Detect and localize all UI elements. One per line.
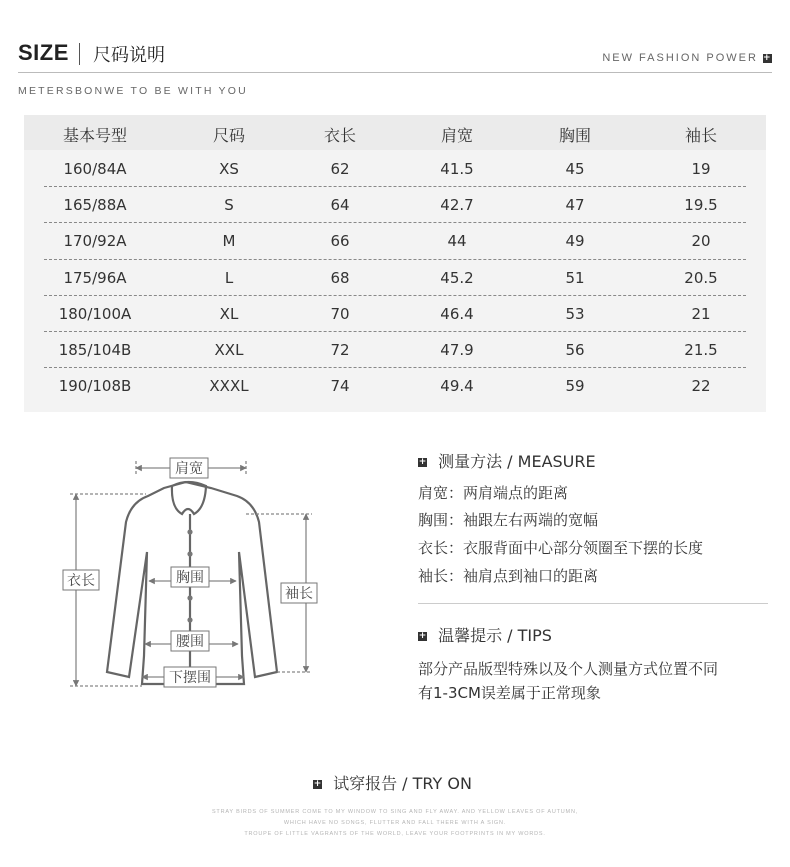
plus-square-icon: + (418, 631, 427, 641)
size-chart-title: 尺码说明 (93, 45, 165, 66)
table-cell: 42.7 (440, 196, 474, 215)
length-label-group (63, 570, 99, 590)
length-label: 衣长 (67, 573, 95, 589)
brand-subtitle: METERSBONWE TO BE WITH YOU (18, 85, 248, 97)
brand-tagline (602, 52, 772, 64)
table-cell: 49.4 (440, 377, 474, 396)
table-cell: 56 (565, 341, 585, 359)
table-cell: 66 (330, 232, 350, 251)
shirt-measurement-diagram (60, 450, 330, 695)
table-cell: 21 (691, 304, 711, 323)
tips-heading-text: 温馨提示 / TIPS (438, 626, 552, 645)
brand-tagline-text: NEW FASHION POWER (602, 52, 758, 64)
table-cell: 19 (691, 160, 711, 178)
table-cell: XXL (214, 341, 244, 359)
column-header: 基本号型 (62, 126, 127, 145)
title-separator (79, 43, 80, 65)
measure-sleeve-line: 袖长：袖肩点到袖口的距离 (418, 567, 599, 585)
row-divider (44, 222, 746, 223)
tips-heading (418, 623, 552, 646)
table-cell: 59 (565, 377, 585, 396)
footer-line-2: WHICH HAVE NO SONGS, FLUTTER AND FALL THERE WITH A SIGN. (283, 820, 507, 826)
measure-heading-text: 测量方法 / MEASURE (438, 452, 596, 471)
shoulder-label-group (170, 458, 208, 478)
chest-label: 胸围 (176, 570, 204, 586)
table-cell: 51 (565, 268, 585, 287)
table-cell: 44 (447, 232, 467, 251)
measure-length-line: 衣长：衣服背面中心部分领圈至下摆的长度 (418, 539, 704, 557)
table-cell: 22 (691, 377, 711, 396)
table-cell: XXXL (209, 377, 249, 396)
table-cell: 21.5 (684, 341, 718, 359)
table-cell: S (224, 196, 234, 215)
column-header: 衣长 (323, 126, 356, 145)
size-heading: SIZE (18, 40, 69, 65)
plus-square-icon: + (313, 779, 322, 789)
footer-line-1: STRAY BIRDS OF SUMMER COME TO MY WINDOW TO SING AND FLY AWAY. AND YELLOW LEAVES OF AUTUMN, (211, 809, 579, 815)
table-cell: 170/92A (63, 232, 127, 251)
header-divider (18, 72, 772, 73)
footer-line-3: TROUPE OF LITTLE VAGRANTS OF THE WORLD, LEAVE YOUR FOOTPRINTS IN MY WORDS. (244, 831, 546, 837)
table-cell: 68 (330, 268, 350, 287)
table-cell: 19.5 (684, 196, 718, 215)
table-cell: XS (219, 160, 239, 178)
tips-line-1: 部分产品版型特殊以及个人测量方式位置不同 (418, 660, 719, 678)
table-cell: 45.2 (440, 268, 474, 287)
table-cell: 165/88A (63, 196, 127, 215)
sleeve-label-group (281, 583, 317, 603)
table-cell: 62 (330, 160, 350, 178)
row-divider (44, 331, 746, 332)
column-header: 尺码 (212, 126, 245, 145)
table-cell: 160/84A (63, 160, 127, 178)
table-cell: 53 (565, 304, 585, 323)
row-divider (44, 186, 746, 187)
table-cell: 64 (330, 196, 350, 215)
hem-label: 下摆围 (169, 670, 211, 686)
table-cell: 74 (330, 377, 350, 396)
table-cell: 72 (330, 341, 350, 359)
table-cell: 47 (565, 196, 585, 215)
column-header: 袖长 (684, 126, 717, 145)
plus-square-icon: + (763, 52, 773, 63)
table-cell: 47.9 (440, 341, 474, 359)
row-divider (44, 295, 746, 296)
shoulder-label: 肩宽 (175, 461, 203, 477)
plus-square-icon: + (418, 457, 427, 467)
table-cell: XL (219, 304, 239, 323)
waist-label-group (171, 631, 209, 651)
table-cell: 49 (565, 232, 585, 251)
row-divider (44, 259, 746, 260)
table-cell: 45 (565, 160, 585, 178)
measure-shoulder-line: 肩宽：两肩端点的距离 (418, 484, 569, 502)
section-divider (418, 603, 768, 604)
table-cell: 180/100A (58, 304, 132, 323)
table-cell: 46.4 (440, 304, 474, 323)
table-cell: 41.5 (440, 160, 474, 178)
row-divider (44, 367, 746, 368)
table-cell: 175/96A (63, 268, 127, 287)
waist-label: 腰围 (176, 634, 204, 650)
table-header (24, 115, 766, 150)
table-cell: 20 (691, 232, 711, 251)
measure-chest-line: 胸围：袖跟左右两端的宽幅 (418, 511, 599, 529)
measure-heading (418, 449, 596, 472)
table-cell: 20.5 (684, 268, 718, 287)
table-cell: L (224, 268, 234, 287)
sleeve-label: 袖长 (285, 586, 313, 602)
table-cell: M (222, 232, 236, 251)
column-header: 肩宽 (440, 126, 473, 145)
table-cell: 185/104B (58, 341, 132, 359)
tryon-heading-text: 试穿报告 / TRY ON (333, 774, 472, 793)
size-table (24, 115, 766, 412)
chest-label-group (171, 567, 209, 587)
table-cell: 190/108B (58, 377, 132, 396)
tryon-heading (313, 771, 472, 794)
table-cell: 70 (330, 304, 350, 323)
tips-line-2: 有1-3CM误差属于正常现象 (418, 684, 601, 702)
hem-label-group (164, 667, 216, 687)
column-header: 胸围 (558, 126, 591, 145)
